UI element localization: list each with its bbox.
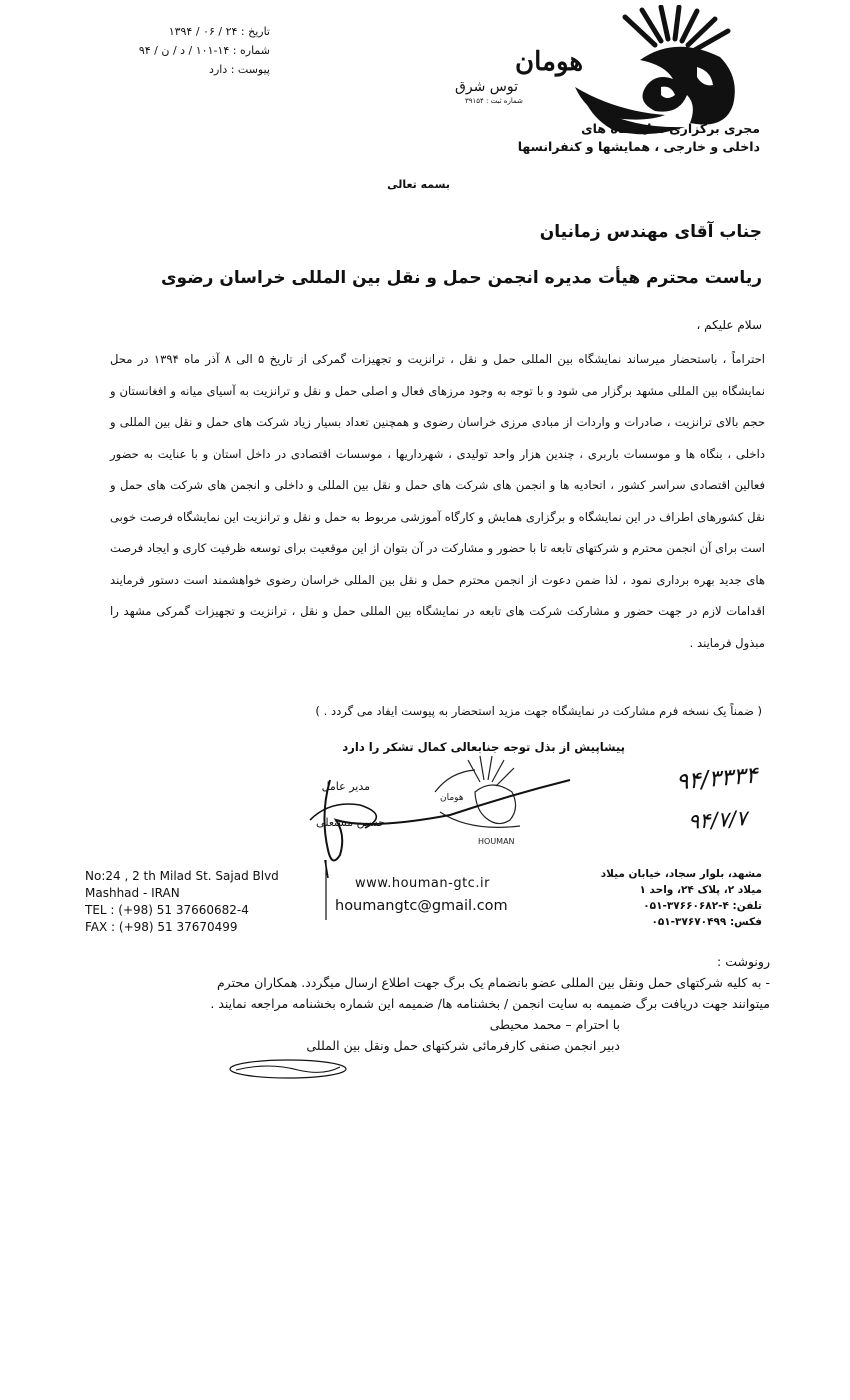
cc-signer: دبیر انجمن صنفی کارفرمائی شرکتهای حمل ونقل بین المللی	[306, 1038, 620, 1053]
footer-tel: TEL : (+98) 51 37660682-4	[85, 903, 249, 917]
logo-registration: شماره ثبت : ۳۹۱۵۴	[465, 97, 523, 105]
footer-address-en	[85, 868, 305, 936]
cc-line-1: - به کلیه شرکتهای حمل ونقل بین المللی عضو بانضمام یک برگ جهت اطلاع ارسال میگردد. همکاران محترم	[216, 975, 770, 990]
stamp-brand: هومان	[440, 793, 464, 803]
handwritten-ref-date: ۹۴/۷/۷	[687, 805, 749, 835]
tagline-line-2: داخلی و خارجی ، همایشها و کنفرانسها	[517, 139, 760, 154]
footer-address-fa	[572, 866, 762, 930]
footer-website[interactable]: www.houman-gtc.ir	[355, 876, 490, 891]
footer-fax: FAX : (+98) 51 37670499	[85, 920, 238, 934]
phone-fa: تلفن: ۴-۳۷۶۶۰۶۸۲-۰۵۱	[643, 900, 762, 912]
handwritten-signature	[270, 760, 600, 880]
address-en-line-2: Mashhad - IRAN	[85, 886, 180, 900]
fax-fa: فکس: ۳۷۶۷۰۴۹۹-۰۵۱	[651, 916, 762, 928]
number-line: شماره : ۱۴-۱۰۱ / د / ن / ۹۴	[138, 44, 270, 57]
logo-sub-name: توس شرق	[455, 79, 518, 95]
salutation: بسمه تعالی	[387, 178, 450, 191]
cc-line-2: میتوانند جهت دریافت برگ ضمیمه به سایت انجمن / بخشنامه ها/ ضمیمه این شماره بخشنامه مراجعه نمایند .	[210, 996, 770, 1011]
footer-email[interactable]: houmangtc@gmail.com	[335, 898, 508, 914]
signer-name: حسین مستعلی	[316, 816, 385, 829]
logo-brand-name: هومان	[515, 47, 584, 77]
address-fa-line-2: میلاد ۲، پلاک ۲۴، واحد ۱	[639, 884, 762, 896]
greeting: سلام علیکم ،	[696, 318, 762, 332]
closing-line: پیشاپیش از بذل توجه جنابعالی کمال تشکر را دارد	[342, 740, 625, 754]
tagline-line-1: مجری برگزاری نمایشگاه های	[581, 121, 760, 136]
handwritten-ref-number: ۹۴/۳۳۳۴	[675, 762, 759, 796]
address-fa-line-1: مشهد، بلوار سجاد، خیابان میلاد	[600, 868, 762, 880]
signer-title: مدیر عامل	[321, 780, 370, 793]
cc-title: رونوشت :	[717, 954, 770, 969]
organizer-tagline	[400, 120, 760, 156]
cc-regards: با احترام – محمد محیطی	[489, 1017, 620, 1032]
recipient: جناب آقای مهندس زمانیان	[539, 222, 762, 242]
body-paragraph: احتراماً ، باستحضار میرساند نمایشگاه بین المللی حمل و نقل ، ترانزیت و تجهیزات گمرکی از تاریخ ۵ الی ۸ آذر ماه ۱۳۹۴ در محل نمایشگاه بین المللی مشهد برگزار می شود و با توجه به وجود مرزهای فعال و اصلی حمل و نقل و ترانزیت به آسیای میانه و افغانستان و حجم بالای ترانزیت ، صادرات و واردات از مبادی مرزی خراسان رضوی و همچنین تعداد بسیار زیاد شرکت های حمل و نقل بین المللی و داخلی ، بنگاه ها و موسسات باربری ، چندین هزار واحد تولیدی ، شهرداریها ، موسسات اقتصادی در داخل استان و با عنایت به حضور فعالین اقتصادی سراسر کشور ، اتحادیه ها و انجمن های شرکت های حمل و نقل بین المللی و داخلی و انجمن های شرکت های حمل و نقل کشورهای اطراف در این نمایشگاه و برگزاری همایش و کارگاه آموزشی مربوط به حمل و نقل و ترانزیت این نمایشگاه فرصت خوبی است برای آن انجمن محترم و شرکتهای تابعه تا با حضور و مشارکت در آن بتوان از این موقعیت برای توسعه ظرفیت کاری و ایجاد فرصت های جدید بهره برداری نمود ، لذا ضمن دعوت از انجمن محترم حمل و نقل بین المللی خراسان رضوی خواهشمند است دستور فرمایند اقدامات لازم در جهت حضور و مشارکت شرکت های تابعه در نمایشگاه بین المللی حمل و نقل ، ترانزیت و تجهیزات گمرکی مشهد را مبذول فرمایند .	[110, 352, 766, 650]
attachment-line: پیوست : دارد	[209, 63, 270, 76]
recipient-position: ریاست محترم هیأت مدیره انجمن حمل و نقل بین المللی خراسان رضوی	[160, 268, 762, 288]
cc-signature-stamp	[228, 1058, 348, 1080]
enclosure-note: ( ضمناً یک نسخه فرم مشارکت در نمایشگاه جهت مزید استحضار به پیوست ایفاد می گردد . )	[315, 704, 762, 718]
date-line: تاریخ : ۲۴ / ۰۶ / ۱۳۹۴	[168, 25, 270, 38]
stamp-latin: HOUMAN	[478, 837, 515, 846]
letter-meta	[120, 22, 270, 79]
carbon-copy-section	[55, 951, 770, 1056]
footer-divider	[322, 860, 330, 920]
letter-body	[110, 344, 765, 659]
address-en-line-1: No:24 , 2 th Milad St. Sajad Blvd	[85, 869, 279, 883]
